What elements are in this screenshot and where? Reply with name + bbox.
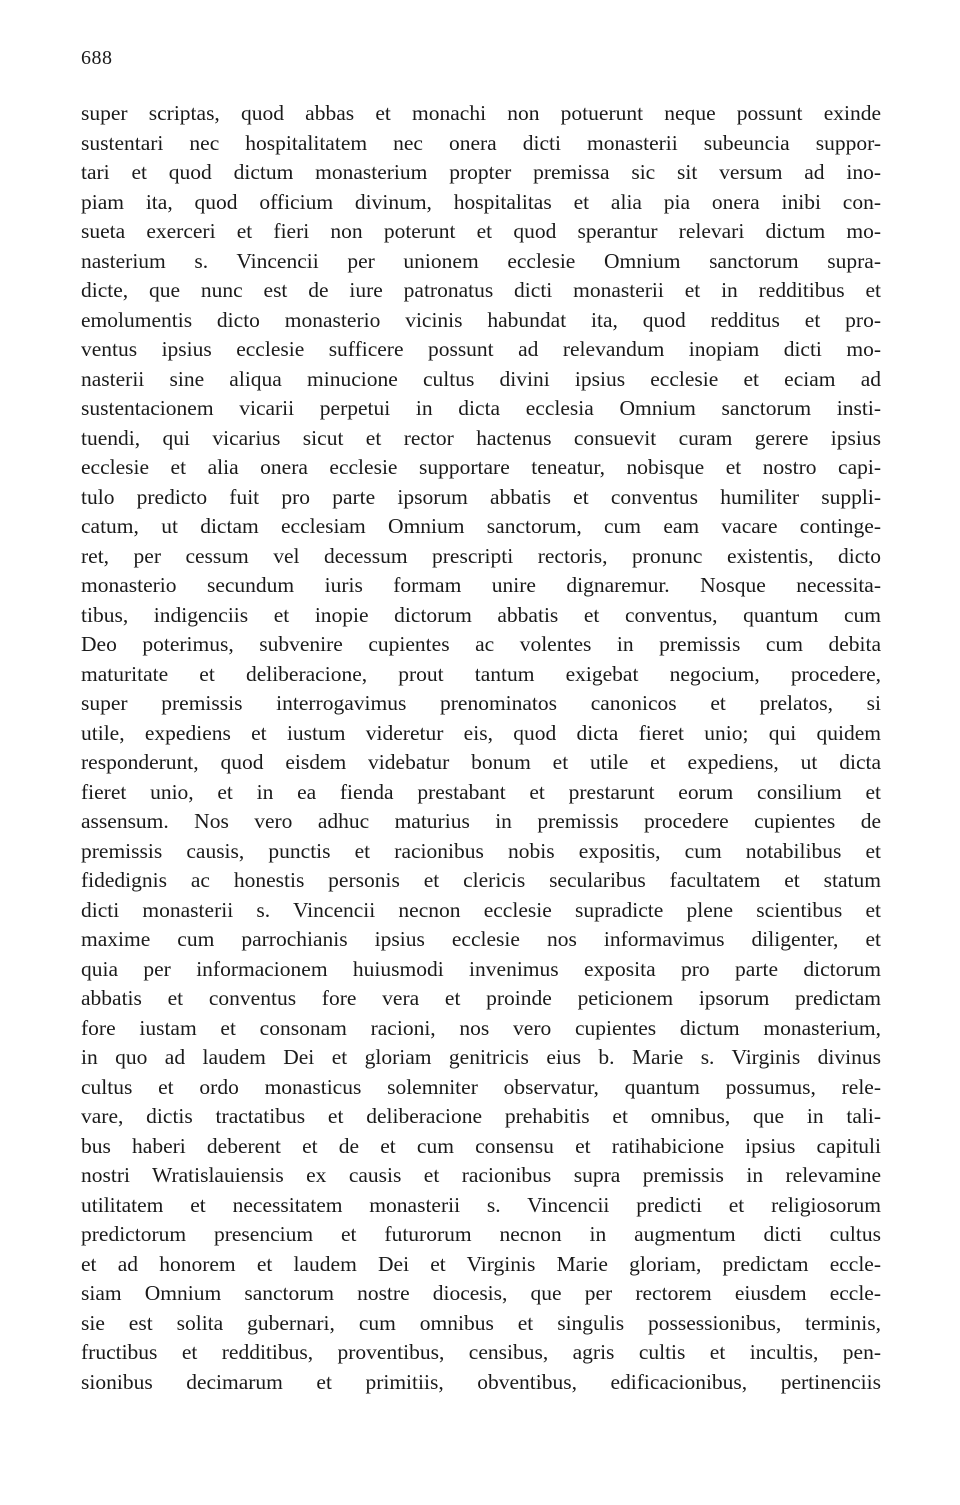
text-line: nasterii sine aliqua minucione cultus divini ipsius ecclesie et eciam ad — [81, 366, 881, 391]
text-line: sueta exerceri et fieri non poterunt et quod sperantur relevari dictum mo- — [81, 219, 881, 243]
text-line: dicte, que nunc est de iure patronatus dicti monasterii et in redditibus et — [81, 278, 881, 302]
body-text — [81, 99, 881, 1397]
text-line: predictorum presencium et futurorum necnon in augmentum dicti cultus — [81, 1222, 881, 1246]
text-line: utilitatem et necessitatem monasterii s. Vincencii predicti et religiosorum — [81, 1192, 881, 1217]
text-line: ret, per cessum vel decessum prescripti rectoris, pronunc existentis, dicto — [81, 543, 881, 568]
text-line: fructibus et redditibus, proventibus, censibus, agris cultis et incultis, pen- — [81, 1340, 881, 1364]
text-line: fieret unio, et in ea fienda prestabant et prestarunt eorum consilium et — [81, 779, 881, 804]
text-line: et ad honorem et laudem Dei et Virginis Marie gloriam, predictam eccle- — [81, 1251, 881, 1276]
text-line: nasterium s. Vincencii per unionem ecclesie Omnium sanctorum supra- — [81, 248, 881, 273]
text-line: fidedignis ac honestis personis et clericis secularibus facultatem et statum — [81, 868, 881, 892]
text-line: tibus, indigenciis et inopie dictorum abbatis et conventus, quantum cum — [81, 602, 881, 627]
text-line: nostri Wratislauiensis ex causis et racionibus supra premissis in relevamine — [81, 1163, 881, 1187]
text-line: piam ita, quod officium divinum, hospitalitas et alia pia onera inibi con- — [81, 189, 881, 214]
text-line: dicti monasterii s. Vincencii necnon ecclesie supradicte plene scientibus et — [81, 897, 881, 922]
text-line: fore iustam et consonam racioni, nos vero cupientes dictum monasterium, — [81, 1015, 881, 1040]
text-line: assensum. Nos vero adhuc maturius in premissis procedere cupientes de — [81, 809, 881, 833]
text-line: sionibus decimarum et primitiis, obventibus, edificacionibus, pertinenciis — [81, 1369, 881, 1394]
text-line: super scriptas, quod abbas et monachi non potuerunt neque possunt exinde — [81, 101, 881, 125]
text-line: tari et quod dictum monasterium propter premissa sic sit versum ad ino- — [81, 160, 881, 184]
text-line: premissis causis, punctis et racionibus nobis expositis, cum notabilibus et — [81, 838, 881, 863]
text-line: sie est solita gubernari, cum omnibus et singulis possessionibus, terminis, — [81, 1310, 881, 1335]
text-line: maturitate et deliberacione, prout tantum exigebat negocium, procedere, — [81, 661, 881, 686]
page-number: 688 — [81, 47, 113, 69]
text-line: in quo ad laudem Dei et gloriam genitricis eius b. Marie s. Virginis divinus — [81, 1045, 881, 1069]
text-line: tulo predicto fuit pro parte ipsorum abbatis et conventus humiliter suppli- — [81, 484, 881, 509]
text-line: tuendi, qui vicarius sicut et rector hactenus consuevit curam gerere ipsius — [81, 425, 881, 450]
text-line: catum, ut dictam ecclesiam Omnium sanctorum, cum eam vacare continge- — [81, 514, 881, 538]
text-line: emolumentis dicto monasterio vicinis habundat ita, quod redditus et pro- — [81, 307, 881, 332]
text-line: Deo poterimus, subvenire cupientes ac volentes in premissis cum debita — [81, 632, 881, 656]
text-line: sustentacionem vicarii perpetui in dicta ecclesia Omnium sanctorum insti- — [81, 396, 881, 420]
text-line: responderunt, quod eisdem videbatur bonum et utile et expediens, ut dicta — [81, 750, 881, 774]
text-line: cultus et ordo monasticus solemniter observatur, quantum possumus, rele- — [81, 1074, 881, 1099]
text-line: super premissis interrogavimus prenominatos canonicos et prelatos, si — [81, 691, 881, 715]
text-line: bus haberi deberent et de et cum consensu et ratihabicione ipsius capituli — [81, 1133, 881, 1158]
text-line: maxime cum parrochianis ipsius ecclesie nos informavimus diligenter, et — [81, 927, 881, 951]
text-line: ventus ipsius ecclesie sufficere possunt ad relevandum inopiam dicti mo- — [81, 337, 881, 361]
text-line: monasterio secundum iuris formam unire dignaremur. Nosque necessita- — [81, 573, 881, 597]
text-line: ecclesie et alia onera ecclesie supportare teneatur, nobisque et nostro capi- — [81, 455, 881, 479]
text-line: abbatis et conventus fore vera et proinde peticionem ipsorum predictam — [81, 986, 881, 1010]
text-line: utile, expediens et iustum videretur eis, quod dicta fieret unio; qui quidem — [81, 720, 881, 745]
text-line: quia per informacionem huiusmodi invenimus exposita pro parte dictorum — [81, 956, 881, 981]
text-line: siam Omnium sanctorum nostre diocesis, que per rectorem eiusdem eccle- — [81, 1281, 881, 1305]
text-line: sustentari nec hospitalitatem nec onera dicti monasterii subeuncia suppor- — [81, 130, 881, 155]
text-line: vare, dictis tractatibus et deliberacione prehabitis et omnibus, que in tali- — [81, 1104, 881, 1128]
